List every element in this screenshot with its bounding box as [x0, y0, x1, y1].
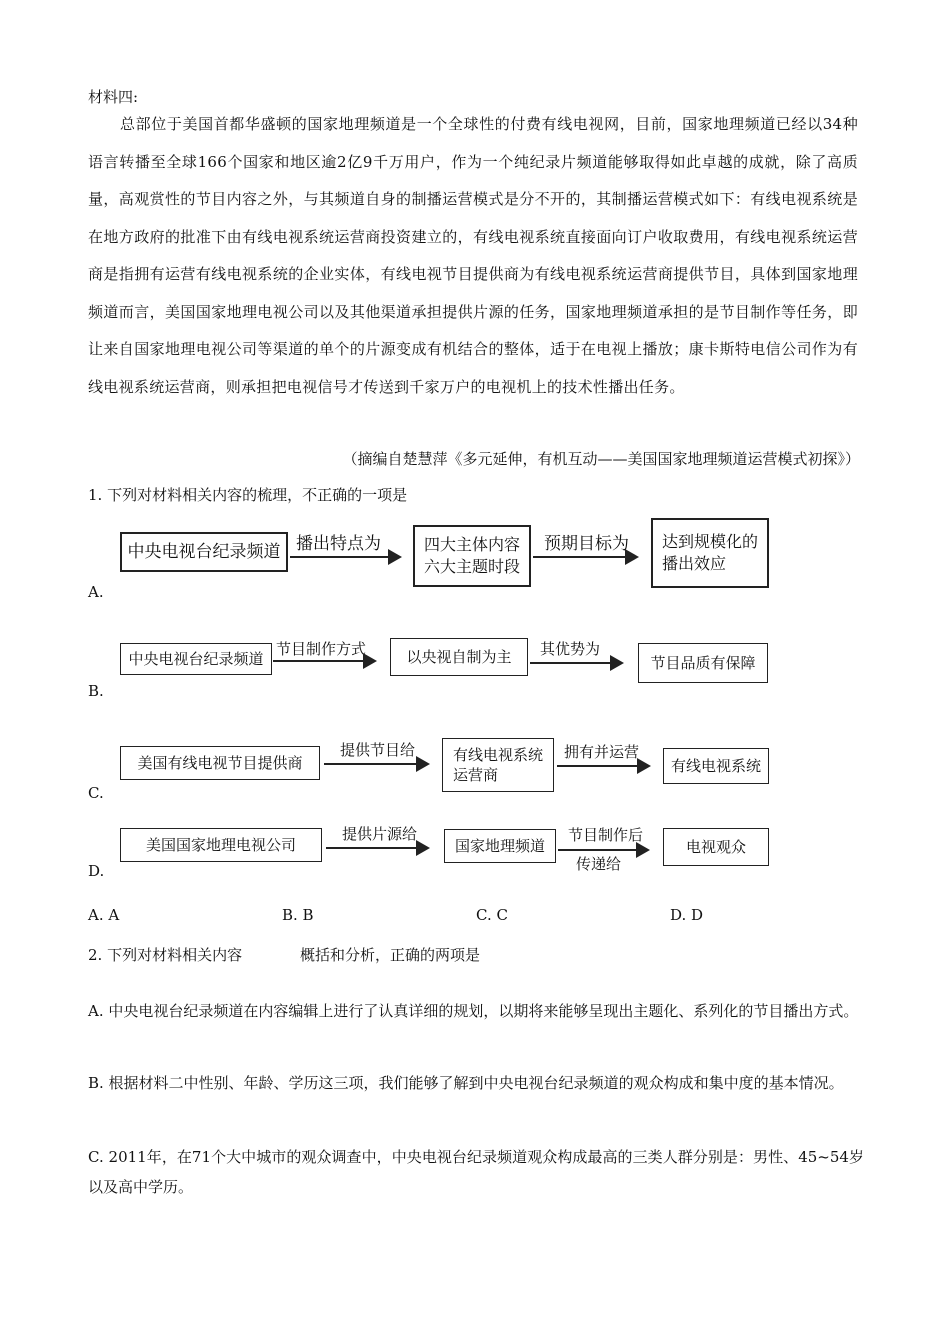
question-1-stem: 1. 下列对材料相关内容的梳理，不正确的一项是 — [88, 486, 408, 504]
diagram-d-label: D. — [88, 862, 105, 880]
choice-a[interactable]: A. A — [88, 906, 120, 924]
diagram-d-arrow-2-bottom-label: 传递给 — [576, 855, 622, 873]
diagram-c-box-1: 美国有线电视节目提供商 — [120, 746, 320, 780]
diagram-a-label: A. — [88, 583, 104, 601]
diagram-b-box-2: 以央视自制为主 — [390, 638, 528, 676]
diagram-a-box-1: 中央电视台纪录频道 — [120, 532, 288, 572]
diagram-d-box-3: 电视观众 — [663, 828, 769, 866]
diagram-d-box-1: 美国国家地理电视公司 — [120, 828, 322, 862]
diagram-c-arrow-2 — [557, 765, 649, 767]
question-2-stem-part-1: 2. 下列对材料相关内容 — [88, 946, 243, 964]
diagram-c-box-2: 有线电视系统 运营商 — [442, 738, 554, 792]
q2-option-b: B. 根据材料二中性别、年龄、学历这三项，我们能够了解到中央电视台纪录频道的观众构成和集中度的基本情况。 — [88, 1074, 844, 1092]
diagram-b-label: B. — [88, 682, 104, 700]
citation: （摘编自楚慧萍《多元延伸，有机互动——美国国家地理频道运营模式初探》） — [342, 450, 860, 468]
choice-d[interactable]: D. D — [670, 906, 704, 924]
diagram-a-box-3: 达到规模化的 播出效应 — [651, 518, 769, 588]
diagram-c-box-3: 有线电视系统 — [663, 748, 769, 784]
diagram-b-arrow-1-label: 节目制作方式 — [276, 640, 367, 658]
diagram-b-box-3: 节目品质有保障 — [638, 643, 768, 683]
material-heading: 材料四: — [88, 88, 139, 106]
diagram-d-arrow-1-label: 提供片源给 — [342, 825, 418, 843]
diagram-c-arrow-1 — [324, 763, 428, 765]
question-2-stem-part-2: 概括和分析，正确的两项是 — [300, 946, 481, 964]
choice-c[interactable]: C. C — [476, 906, 508, 924]
diagram-c-label: C. — [88, 784, 104, 802]
diagram-a-arrow-2 — [533, 556, 637, 558]
diagram-b-arrow-2-label: 其优势为 — [540, 640, 601, 658]
q2-option-a: A. 中央电视台纪录频道在内容编辑上进行了认真详细的规划，以期将来能够呈现出主题化、系列化的节目播出方式。 — [88, 1002, 859, 1020]
diagram-b-box-1: 中央电视台纪录频道 — [120, 643, 272, 675]
diagram-b-arrow-1 — [273, 660, 375, 662]
passage-paragraph: 总部位于美国首都华盛顿的国家地理频道是一个全球性的付费有线电视网，目前，国家地理频道已经以34种语言转播至全球166个国家和地区逾2亿9千万用户，作为一个纯纪录片频道能够取得如此卓越的成就，除了高质量，高观赏性的节目内容之外，与其频道自身的制播运营模式是分不开的，其制播运营模式如下：有线电视系统是在地方政府的批准下由有线电视系统运营商投资建立的，有线电视系统直接面向订户收取费用，有线电视系统运营商是指拥有运营有线电视系统的企业实体，有线电视节目提供商为有线电视系统运营商提供节目，具体到国家地理频道而言，美国国家地理电视公司以及其他渠道承担提供片源的任务，国家地理频道承担的是节目制作等任务，即让来自国家地理电视公司等渠道的单个的片源变成有机结合的整体，适于在电视上播放；康卡斯特电信公司作为有线电视系统运营商，则承担把电视信号才传送到千家万户的电视机上的技术性播出任务。 — [88, 115, 858, 396]
diagram-a-arrow-2-label: 预期目标为 — [544, 534, 629, 554]
diagram-a-box-2: 四大主体内容 六大主题时段 — [413, 525, 531, 587]
diagram-d-arrow-1 — [326, 847, 428, 849]
diagram-a-arrow-1 — [290, 556, 400, 558]
diagram-c-arrow-1-label: 提供节目给 — [340, 741, 416, 759]
diagram-d-box-2: 国家地理频道 — [444, 829, 556, 863]
diagram-d-arrow-2-top-label: 节目制作后 — [568, 826, 644, 844]
choice-b[interactable]: B. B — [282, 906, 314, 924]
diagram-d-arrow-2 — [558, 849, 648, 851]
diagram-b-arrow-2 — [530, 662, 622, 664]
diagram-c-arrow-2-label: 拥有并运营 — [564, 743, 640, 761]
diagram-a-arrow-1-label: 播出特点为 — [296, 534, 381, 554]
q2-option-c: C. 2011年，在71个大中城市的观众调查中，中央电视台纪录频道观众构成最高的三类人群分别是：男性、45~54岁以及高中学历。 — [88, 1148, 864, 1196]
